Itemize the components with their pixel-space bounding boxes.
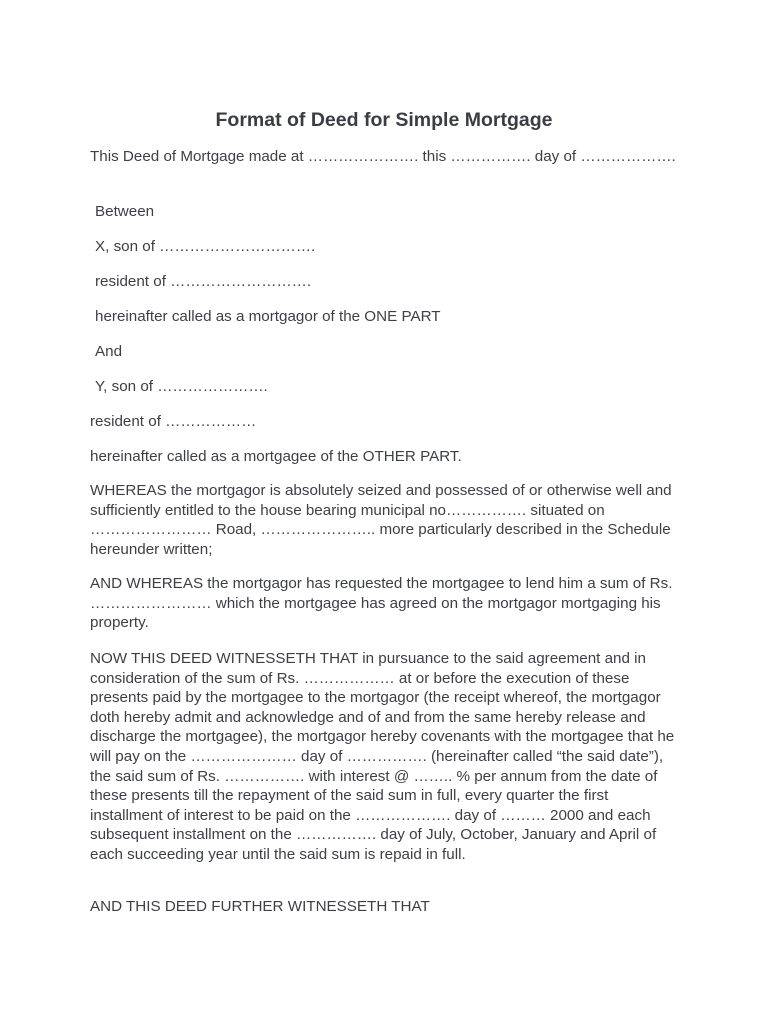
- document-title: Format of Deed for Simple Mortgage: [215, 109, 553, 131]
- mortgagor-name-line: X, son of ………………………….: [95, 238, 316, 255]
- mortgagor-part-line: hereinafter called as a mortgagor of the ONE PART: [95, 308, 441, 325]
- and-line: And: [95, 343, 123, 360]
- and-whereas-paragraph: AND WHEREAS the mortgagor has requested the mortgagee to lend him a sum of Rs. …………………… which the mortgagee has agreed on the mortgagor mortgaging his property.: [90, 575, 673, 632]
- opening-paragraph: This Deed of Mortgage made at …………………. this ……………. day of ……………….: [90, 148, 676, 165]
- mortgagee-part-line: hereinafter called as a mortgagee of the OTHER PART.: [90, 448, 462, 465]
- further-witnesseth-line: AND THIS DEED FURTHER WITNESSETH THAT: [90, 898, 430, 915]
- witnesseth-paragraph: NOW THIS DEED WITNESSETH THAT in pursuance to the said agreement and in consideration of the sum of Rs. ……………… at or before the execution of these presents paid by the mortgagee to the mortgagor (the receipt whereof, the mortgagor doth hereby admit and acknowledge and of and from the same hereby release and discharge the mortgagee), the mortgagor hereby covenants with the mortgagee that he will pay on the ………………… day of ……………. (hereinafter called “the said date”), the said sum of Rs. ……………. with interest @ …….. % per annum from the date of these presents till the repayment of the said sum in full, every quarter the first installment of interest to be paid on the ………………. day of ……… 2000 and each subsequent installment on the ……………. day of July, October, January and April of each succeeding year until the said sum is repaid in full.: [90, 650, 675, 863]
- whereas-paragraph: WHEREAS the mortgagor is absolutely seized and possessed of or otherwise well and sufficiently entitled to the house bearing municipal no……………. situated on …………………… Road, ………………….. more particularly described in the Schedule hereunder written;: [90, 482, 672, 558]
- mortgagor-residence-line: resident of ……………………….: [95, 273, 312, 290]
- between-line: Between: [95, 203, 155, 220]
- mortgagee-name-line: Y, son of ………………….: [95, 378, 268, 395]
- mortgagee-residence-line: resident of ………………: [90, 413, 257, 430]
